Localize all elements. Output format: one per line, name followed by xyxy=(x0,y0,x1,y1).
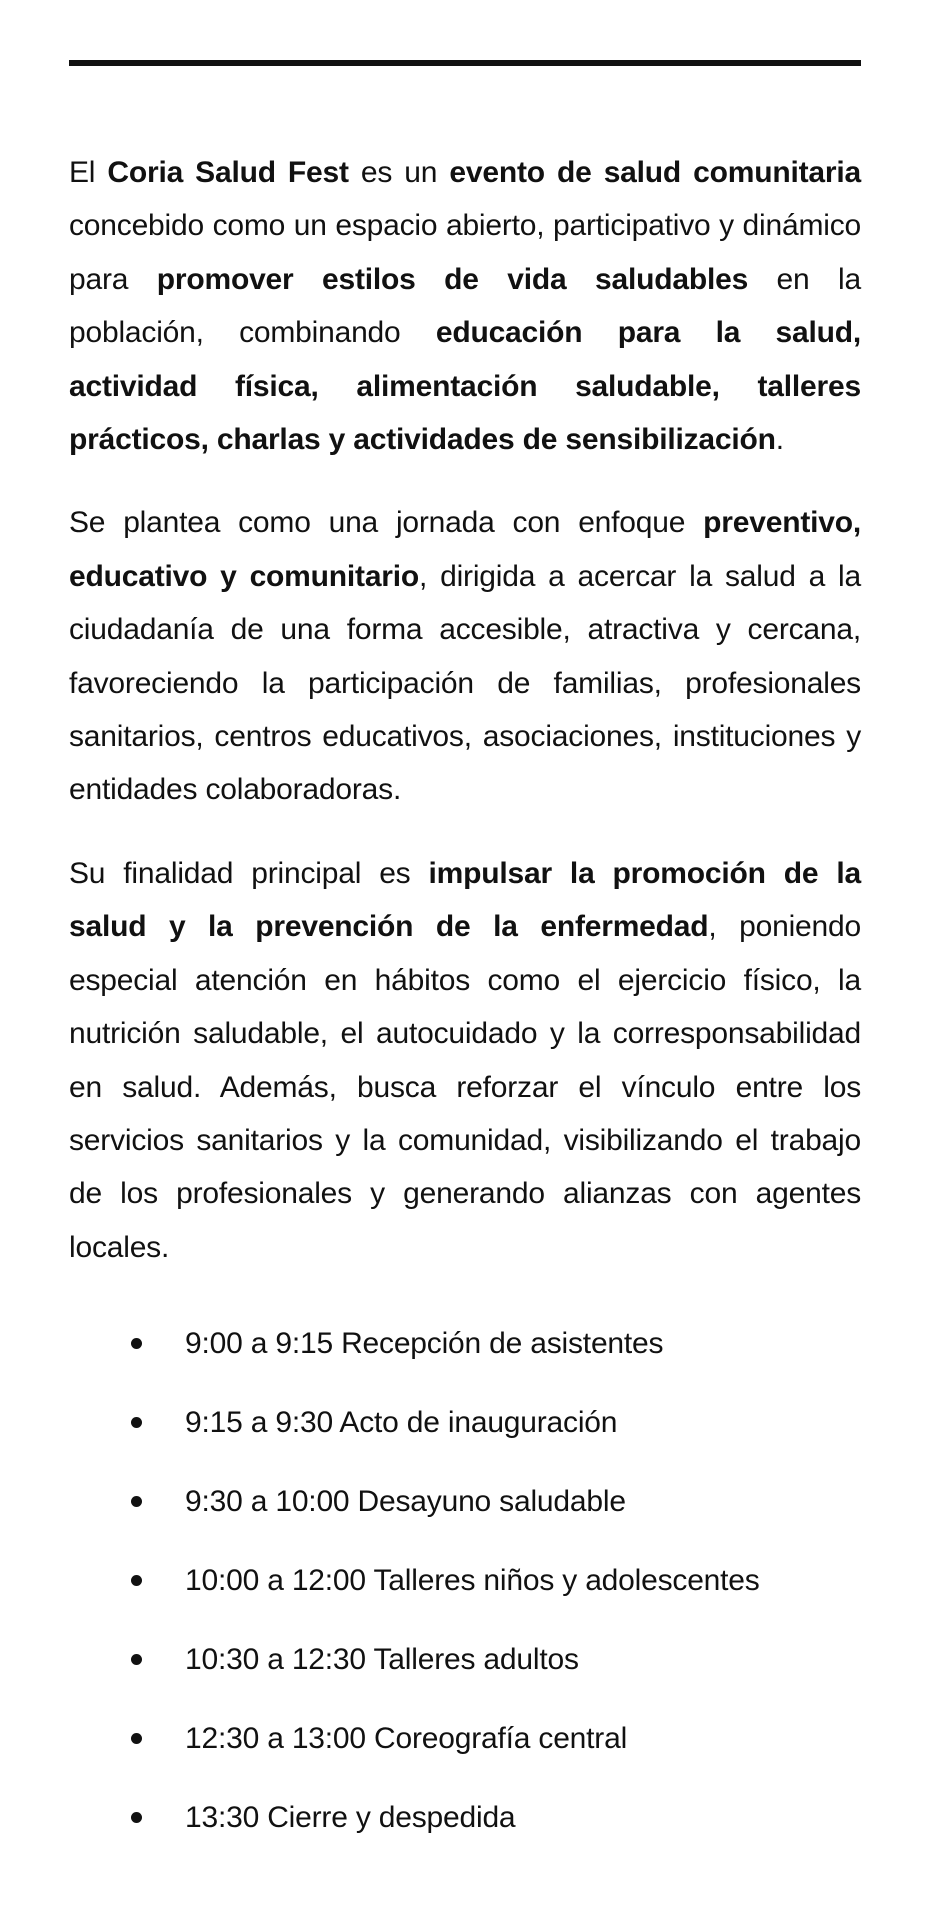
schedule-item: 13:30 Cierre y despedida xyxy=(69,1778,861,1857)
schedule-item: 9:00 a 9:15 Recepción de asistentes xyxy=(69,1304,861,1383)
schedule-item: 9:30 a 10:00 Desayuno saludable xyxy=(69,1462,861,1541)
schedule-item: 10:00 a 12:00 Talleres niños y adolescentes xyxy=(69,1541,861,1620)
document-body xyxy=(69,146,861,1857)
bullet-icon xyxy=(131,1733,142,1744)
bullet-icon xyxy=(131,1417,142,1428)
bullet-icon xyxy=(131,1338,142,1349)
top-divider xyxy=(69,60,861,66)
bullet-icon xyxy=(131,1496,142,1507)
approach-paragraph: Se plantea como una jornada con enfoque preventivo, educativo y comunitario, dirigida a acercar la salud a la ciudadanía de una forma accesible, atractiva y cercana, favoreciendo la participación de familias, profesionales sanitarios, centros educativos, asociaciones, instituciones y entidades colaboradoras. xyxy=(69,506,861,807)
schedule-item: 9:15 a 9:30 Acto de inauguración xyxy=(69,1383,861,1462)
bullet-icon xyxy=(131,1654,142,1665)
purpose-paragraph: Su finalidad principal es impulsar la promoción de la salud y la prevención de la enfermedad, poniendo especial atención en hábitos como el ejercicio físico, la nutrición saludable, el autocuidado y la corresponsabilidad en salud. Además, busca reforzar el vínculo entre los servicios sanitarios y la comunidad, visibilizando el trabajo de los profesionales y generando alianzas con agentes locales. xyxy=(69,856,861,1264)
intro-paragraph: El Coria Salud Fest es un evento de salud comunitaria concebido como un espacio abierto, participativo y dinámico para promover estilos de vida saludables en la población, combinando educación para la salud, actividad física, alimentación saludable, talleres prácticos, charlas y actividades de sensibilización. xyxy=(69,156,861,457)
schedule-item: 12:30 a 13:00 Coreografía central xyxy=(69,1699,861,1778)
bullet-icon xyxy=(131,1812,142,1823)
bullet-icon xyxy=(131,1575,142,1586)
schedule-list xyxy=(69,1304,861,1857)
schedule-item: 10:30 a 12:30 Talleres adultos xyxy=(69,1620,861,1699)
